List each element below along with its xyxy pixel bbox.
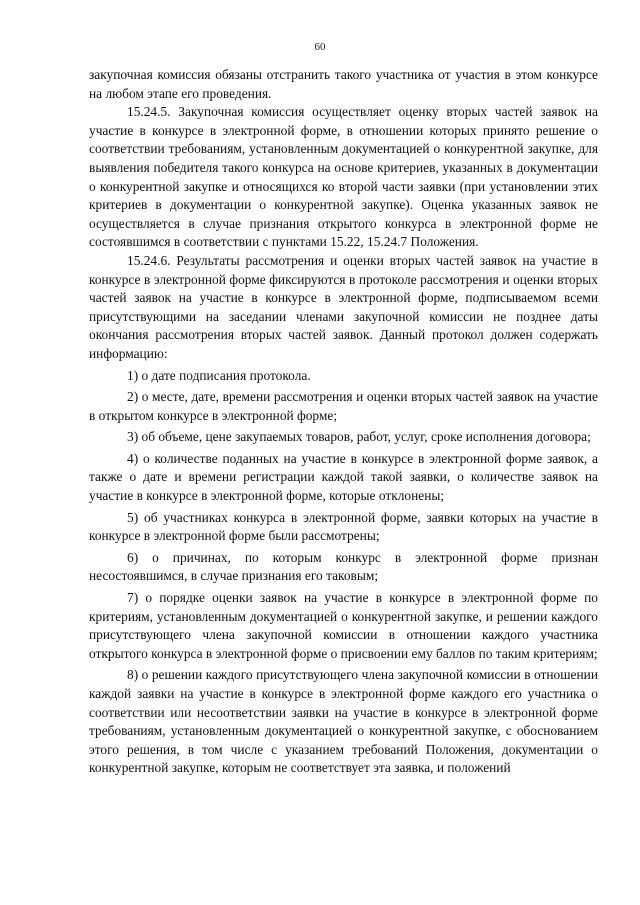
paragraph-15-24-6: 15.24.6. Результаты рассмотрения и оценки вторых частей заявок на участие в конкурсе в электронной форме фиксируются в протоколе рассмотрения и оценки вторых частей заявок на участие в конкурсе в электронной форме, подписываемом всеми присутствующими на заседании членами закупочной комиссии не позднее даты окончания рассмотрения вторых частей заявок. Данный протокол должен содержать информацию: — [89, 252, 598, 361]
paragraph-continuation: закупочная комиссия обязаны отстранить такого участника от участия в этом конкурсе на любом этапе его проведения. — [89, 67, 598, 101]
list-item-3: 3) об объеме, цене закупаемых товаров, работ, услуг, сроке исполнения договора; — [127, 429, 591, 445]
list-item-1: 1) о дате подписания протокола. — [127, 367, 311, 383]
list-item-6: 6) о причинах, по которым конкурс в электронной форме признан несостоявшимся, в случае признания его таковым; — [89, 549, 598, 584]
list-item-4: 4) о количестве поданных на участие в конкурсе в электронной форме заявок, а также о дате и времени регистрации каждой такой заявки, о количестве заявок на участие в конкурсе в электронной форме, которые отклонены; — [89, 450, 598, 504]
document-body — [89, 66, 598, 778]
list-item-8: 8) о решении каждого присутствующего члена закупочной комиссии в отношении каждой заявки на участие в конкурсе в электронной форме каждого его участника о соответствии или несоответствии заявки на участие в конкурсе в электронной форме требованиям, установленным документацией о конкурентной закупке, с обоснованием этого решения, в том числе с указанием требований Положения, документации о конкурентной закупке, которым не соответствует эта заявка, и положений — [89, 667, 598, 776]
list-item-5: 5) об участниках конкурса в электронной форме, заявки которых на участие в конкурсе в электронной форме были рассмотрены; — [89, 509, 598, 544]
paragraph-15-24-5: 15.24.5. Закупочная комиссия осуществляет оценку вторых частей заявок на участие в конкурсе в электронной форме, в отношении которых принято решение о соответствии требованиям, установленным документацией о конкурентной закупке, для выявления победителя такого конкурса на основе критериев, указанных в документации о конкурентной закупке и относящихся ко второй части заявки (при установлении этих критериев в документации о конкурентной закупке). Оценка указанных заявок не осуществляется в случае признания открытого конкурса в электронной форме не состоявшимся в соответствии с пунктами 15.22, 15.24.7 Положения. — [89, 104, 598, 250]
page-number: 60 — [314, 41, 326, 53]
list-item-7: 7) о порядке оценки заявок на участие в конкурсе в электронной форме по критериям, установленным документацией о конкурентной закупке, и решении каждого присутствующего члена закупочной комиссии в отношении каждого участника открытого конкурса в электронной форме о присвоении ему баллов по таким критериям; — [89, 590, 598, 661]
list-item-2: 2) о месте, дате, времени рассмотрения и оценки вторых частей заявок на участие в открытом конкурсе в электронной форме; — [89, 389, 598, 423]
